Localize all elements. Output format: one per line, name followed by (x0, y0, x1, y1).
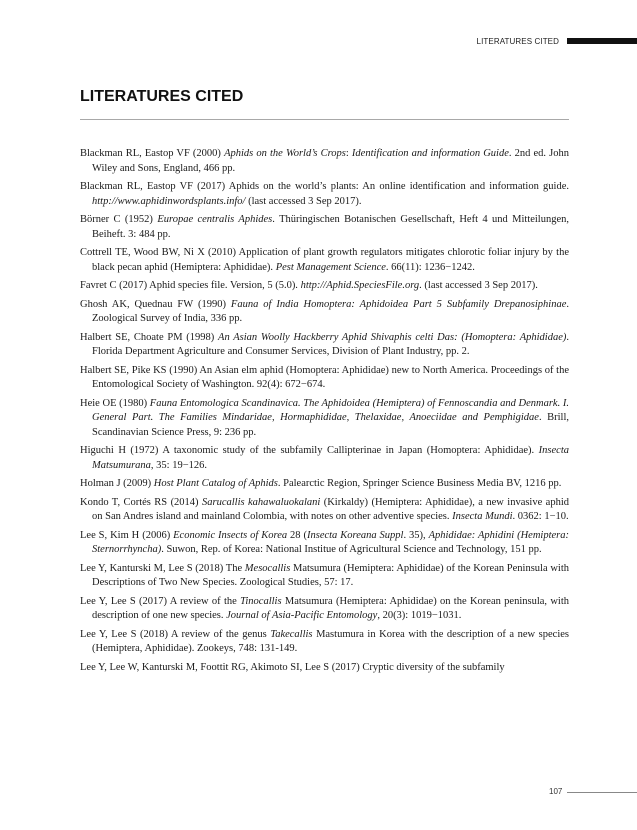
reference-italic-text: Aphididae: Aphidini (Hemiptera: Sternorrhyncha) (92, 529, 569, 555)
reference-text: , 35: 19−126. (150, 459, 208, 471)
reference-text: Halbert SE, Choate PM (1998) (80, 331, 219, 343)
reference-text: . Thüringischen Botanischen Gesellschaft, Heft 4 und Mitteilungen, Beiheft. 3: 484 pp. (92, 214, 570, 240)
reference-entry (80, 529, 569, 558)
reference-text: Börner C (1952) (80, 214, 158, 225)
reference-text: . (last accessed 3 Sep 2017). (419, 280, 538, 291)
reference-text: . 2nd ed. John Wiley and Sons, England, 466 pp. (92, 148, 570, 174)
reference-text: Lee Y, Lee W, Kanturski M, Foottit RG, Akimoto SI, Lee S (2017) Cryptic diversity of the subfamily (80, 661, 505, 673)
reference-text: Blackman RL, Eastop VF (2000) (80, 148, 225, 159)
reference-italic-text: Sarucallis kahawaluokalani (201, 496, 321, 508)
reference-text: Higuchi H (1972) A taxonomic study of the subfamily Callipterinae in Japan (Homoptera: Aphididae). (80, 445, 539, 456)
reference-text: . Suwon, Rep. of Korea: National Institue of Agricultural Science and Technology, 151 pp. (161, 544, 542, 555)
reference-entry (80, 246, 569, 275)
reference-entry (80, 628, 569, 657)
reference-text: Kondo T, Cortés RS (2014) (80, 496, 202, 508)
reference-text: Halbert SE, Pike KS (1990) An Asian elm aphid (Homoptera: Aphididae) new to North America. Proceedings of the Entomological Society of Washington. 92(4): 672−674. (80, 364, 569, 390)
reference-italic-text: http://Aphid.SpeciesFile.org (300, 280, 420, 291)
reference-italic-text: http://www.aphidinwordsplants.info/ (92, 195, 246, 207)
reference-list (80, 147, 569, 679)
reference-entry (80, 147, 569, 176)
reference-entry (80, 213, 569, 242)
reference-italic-text: Fauna of India Homoptera: Aphidoidea Part 5 Subfamily Drepanosiphinae (230, 298, 567, 310)
running-head-bar (567, 38, 637, 44)
footer-rule (567, 792, 637, 793)
reference-text: : (345, 148, 352, 159)
reference-entry (80, 595, 569, 624)
reference-entry (80, 562, 569, 591)
reference-text: Favret C (2017) Aphid species file. Version, 5 (5.0). (80, 280, 301, 291)
reference-italic-text: Journal of Asia-Pacific Entomology (226, 610, 378, 621)
reference-text: . Brill, Scandinavian Science Press, 9: 236 pp. (92, 412, 569, 438)
reference-text: Lee S, Kim H (2006) (80, 529, 174, 541)
reference-italic-text: Takecallis (270, 628, 313, 640)
reference-italic-text: Insecta Koreana Suppl (306, 529, 404, 541)
reference-entry (80, 444, 569, 473)
reference-text: Heie OE (1980) (80, 397, 150, 409)
reference-text: . Florida Department Agriculture and Consumer Services, Division of Plant Industry, pp. 2. (92, 331, 569, 357)
reference-entry (80, 364, 569, 393)
reference-entry (80, 397, 569, 441)
reference-text: Blackman RL, Eastop VF (2017) Aphids on the world’s plants: An online identification and information guide. (80, 181, 569, 192)
page-number: 107 (549, 787, 563, 796)
reference-text: . 66(11): 1236−1242. (385, 261, 475, 273)
reference-entry (80, 496, 569, 525)
reference-italic-text: Mesocallis (244, 562, 291, 574)
reference-italic-text: Fauna Entomologica Scandinavica. The Aphidoidea (Hemiptera) of Fennoscandia and Denmark. I. General Part. The Families Mindaridae, Hormaphididae, Thelaxidae, Anoeciidae and Pemphigidae (92, 397, 570, 423)
reference-entry (80, 331, 569, 360)
reference-italic-text: An Asian Woolly Hackberry Aphid Shivaphis celti Das: (Homoptera: Aphididae) (218, 331, 567, 343)
reference-text: 28 ( (287, 529, 307, 541)
reference-text: Lee Y, Lee S (2017) A review of the (80, 595, 241, 607)
reference-text: . Palearctic Region, Springer Science Business Media BV, 1216 pp. (277, 478, 562, 489)
reference-text: Holman J (2009) (80, 478, 154, 489)
reference-text: Lee Y, Kanturski M, Lee S (2018) The (80, 562, 245, 574)
reference-text: Mastumura in Korea with the description of a new species (Hemiptera, Aphididae). Zookeys, 748: 131-149. (92, 628, 569, 654)
section-title: LITERATURES CITED (80, 88, 244, 105)
reference-italic-text: Economic Insects of Korea (173, 529, 288, 541)
reference-text: (Kirkaldy) (Hemiptera: Aphididae), a new invasive aphid on San Andres island and mainland Colombia, with notes on other adventive species. (92, 496, 570, 522)
reference-text: (last accessed 3 Sep 2017). (245, 195, 362, 207)
reference-entry (80, 477, 569, 492)
reference-italic-text: Insecta Matsumurana (92, 445, 569, 471)
reference-text: Lee Y, Lee S (2018) A review of the genus (80, 628, 271, 640)
reference-text: Matsumura (Hemiptera: Aphididae) of the Korean Peninsula with Descriptions of Two New Species. Zoological Studies, 57: 17. (92, 562, 569, 588)
running-head: LITERATURES CITED (476, 37, 559, 46)
reference-italic-text: Aphids on the World’s Crops (224, 148, 346, 159)
reference-text: Ghosh AK, Quednau FW (1990) (80, 298, 231, 310)
reference-entry (80, 279, 569, 294)
reference-text: . 35), (403, 529, 429, 541)
reference-italic-text: Pest Management Science (275, 261, 386, 273)
reference-text: . Zoological Survey of India, 336 pp. (92, 298, 569, 324)
reference-text: Cottrell TE, Wood BW, Ni X (2010) Application of plant growth regulators mitigates chlorotic foliar injury by the black pecan aphid (Hemiptera: Aphididae). (80, 247, 569, 273)
reference-italic-text: Identification and information Guide (351, 148, 509, 159)
reference-text: . 0362: 1−10. (512, 511, 569, 522)
reference-text: , 20(3): 1019−1031. (377, 610, 462, 621)
reference-italic-text: Insecta Mundi (452, 511, 513, 522)
reference-entry (80, 298, 569, 327)
reference-text: Matsumura (Hemiptera: Aphididae) on the Korean peninsula, with description of one new species. (92, 595, 570, 621)
reference-entry (80, 661, 569, 676)
reference-italic-text: Tinocallis (240, 595, 282, 607)
reference-italic-text: Host Plant Catalog of Aphids (153, 478, 278, 489)
reference-entry (80, 180, 569, 209)
reference-italic-text: Europae centralis Aphides (157, 214, 273, 225)
title-divider (80, 119, 569, 120)
